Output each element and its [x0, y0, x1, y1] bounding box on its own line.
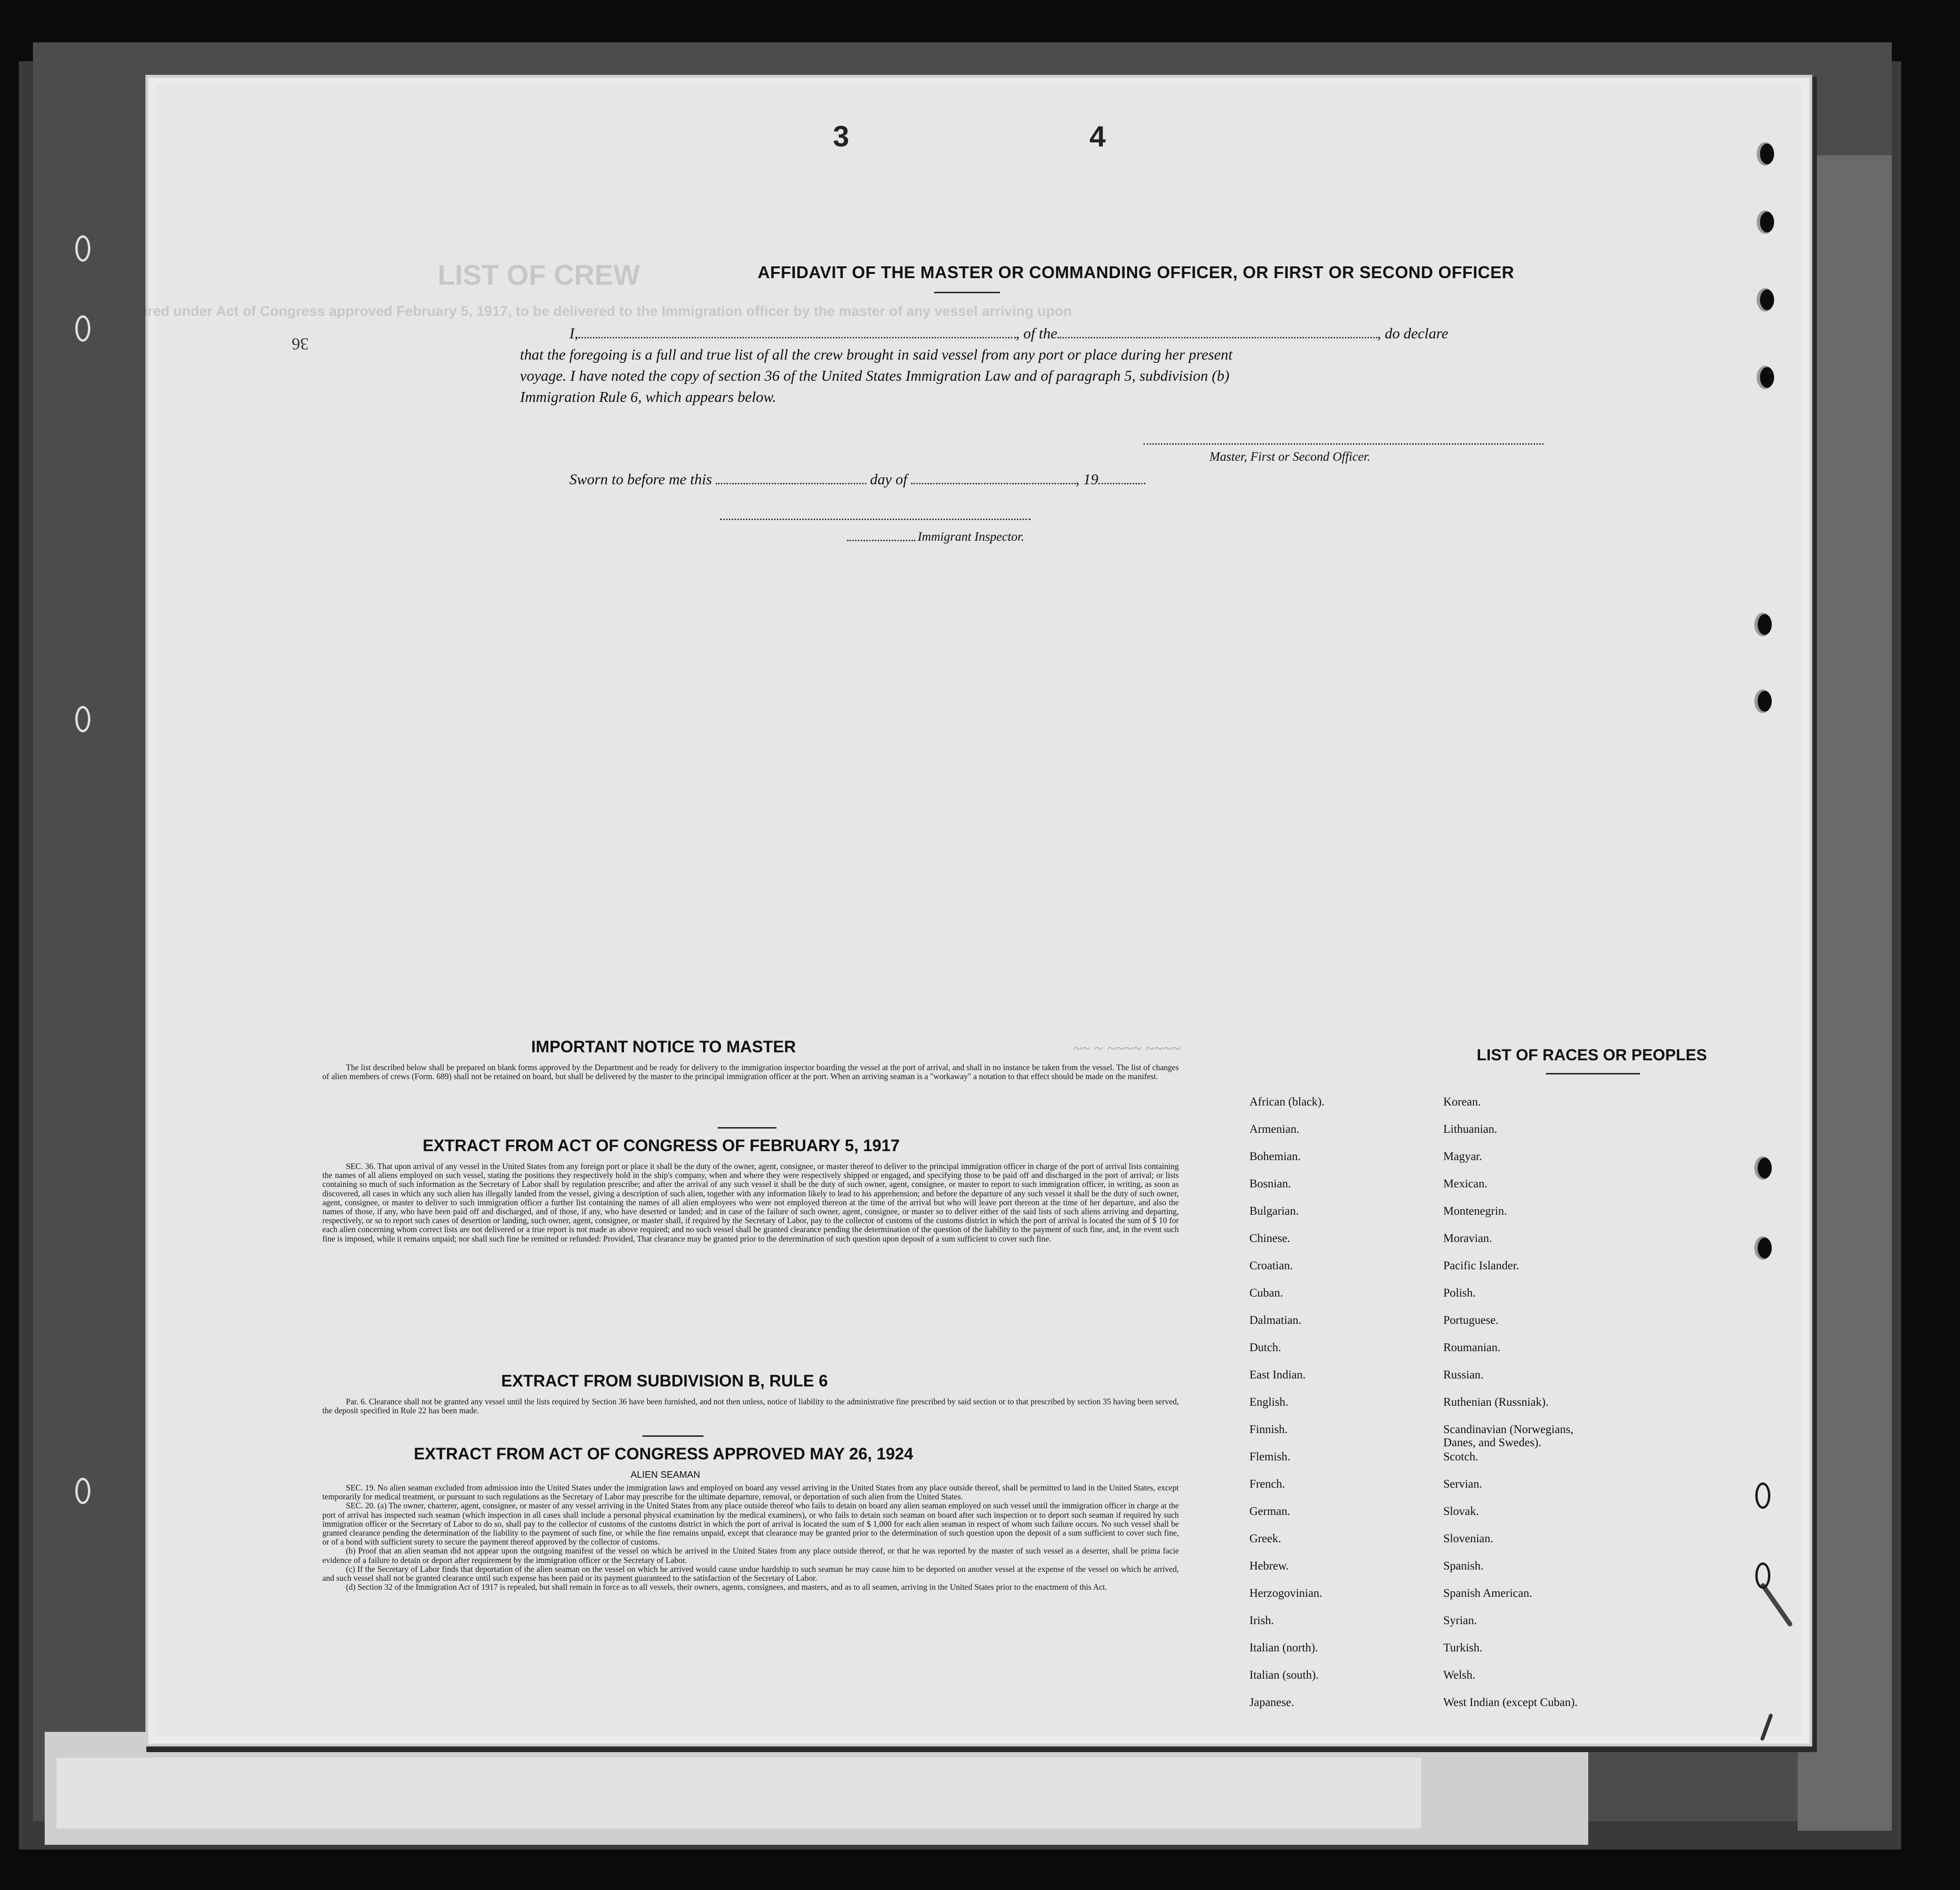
extract-rule6-paragraph: Par. 6. Clearance shall not be granted any vessel until the lists required by Section 36 have been furnished, and not then unless, notice of liability to the administrative fine prescribed by said section or to that prescribed by section 35 having been served, the deposit specified in Rule 22 has been made. — [322, 1397, 1179, 1416]
race-item: Moravian. — [1443, 1232, 1492, 1245]
margin-number: 36 — [292, 335, 309, 353]
affidavit-title: AFFIDAVIT OF THE MASTER OR COMMANDING OFFICER, OR FIRST OR SECOND OFFICER — [758, 263, 1514, 282]
extract-1917-text — [322, 1162, 1179, 1243]
affidavit-of-the: , of the — [1016, 325, 1057, 342]
race-item: Mexican. — [1443, 1177, 1488, 1190]
affidavit-line-3: voyage. I have noted the copy of section 36 of the United States Immigration Law and of paragraph 5, subdivision (b) — [520, 367, 1230, 384]
race-item: French. — [1249, 1478, 1285, 1490]
race-item: Croatian. — [1249, 1259, 1293, 1272]
form-page — [108, 78, 1809, 1744]
races-title: LIST OF RACES OR PEOPLES — [1477, 1046, 1707, 1064]
extract-rule6-title: EXTRACT FROM SUBDIVISION B, RULE 6 — [501, 1372, 828, 1390]
notice-text — [322, 1063, 1179, 1081]
race-item: Greek. — [1249, 1532, 1281, 1545]
affidavit-line-4: Immigration Rule 6, which appears below. — [520, 388, 776, 405]
race-item: Slovak. — [1443, 1505, 1479, 1518]
extract-1924-subtitle: ALIEN SEAMAN — [631, 1470, 700, 1480]
sheet-mark: 4 — [1089, 120, 1106, 153]
punch-ring — [1755, 1482, 1770, 1509]
race-item: Magyar. — [1443, 1150, 1482, 1163]
name-blank — [578, 327, 1016, 338]
race-item: Dutch. — [1249, 1341, 1281, 1354]
punch-hole — [1760, 289, 1774, 310]
notice-paragraph: The list described below shall be prepared on blank forms approved by the Department and be ready for delivery to the immigration inspector boarding the vessel at the port of arrival, and shall in no instance be taken from the vessel. The list of changes of alien members of crews (Form. 689) shall not be retained on board, but shall be delivered by the master to the principal immigration officer at the port. When an arriving seaman is a "workaway" a notation to that effect should be made on the manifest. — [322, 1063, 1179, 1081]
race-item: African (black). — [1249, 1096, 1325, 1108]
race-item: Bosnian. — [1249, 1177, 1291, 1190]
section-rule — [718, 1127, 776, 1129]
extract-1924-paragraph: (b) Proof that an alien seaman did not appear upon the outgoing manifest of the vessel on which he arrived in the United States from any place outside thereof, or that he was reported by the master of such vessel as a deserter, shall be prima facie evidence of a failure to detain or deport after requirement by the immigration officer or the Secretary of Labor. — [322, 1546, 1179, 1565]
extract-1924-title: EXTRACT FROM ACT OF CONGRESS APPROVED MAY 26, 1924 — [414, 1445, 913, 1463]
master-signature-blank — [1144, 433, 1544, 445]
race-item: Japanese. — [1249, 1696, 1295, 1709]
race-item: Slovenian. — [1443, 1532, 1494, 1545]
extract-1917-title: EXTRACT FROM ACT OF CONGRESS OF FEBRUARY 5, 1917 — [423, 1137, 900, 1155]
race-item: Polish. — [1443, 1287, 1476, 1299]
race-item: Lithuanian. — [1443, 1123, 1497, 1136]
race-item: Pacific Islander. — [1443, 1259, 1520, 1272]
punch-hole — [1758, 1158, 1772, 1178]
race-item: Scotch. — [1443, 1450, 1479, 1463]
binding-ring — [75, 315, 90, 342]
race-item: Dalmatian. — [1249, 1314, 1302, 1327]
binding-ring — [75, 1478, 90, 1504]
punch-hole — [1760, 212, 1774, 232]
extract-1924-text — [322, 1483, 1179, 1592]
section-rule — [642, 1435, 704, 1437]
affidavit-i-prefix: I, — [569, 325, 578, 342]
inspector-lead-blank — [847, 529, 915, 541]
race-item: East Indian. — [1249, 1369, 1306, 1381]
extract-1924-paragraph: (d) Section 32 of the Immigration Act of 1917 is repealed, but shall remain in force as to all vessels, their owners, agents, consignees, and masters, and as to all seamen, arriving in the United States prior to the enactment of this Act. — [346, 1582, 1107, 1592]
race-item: Turkish. — [1443, 1642, 1483, 1654]
affidavit-declarant-line — [569, 325, 1448, 342]
punch-hole — [1760, 367, 1774, 388]
race-item: English. — [1249, 1396, 1288, 1409]
race-item: Cuban. — [1249, 1287, 1283, 1299]
race-item: Finnish. — [1249, 1423, 1288, 1436]
title-rule — [934, 292, 1000, 293]
extract-1924-paragraph: SEC. 20. (a) The owner, charterer, agent, consignee, or master of any vessel arriving in the United States from any place outside thereof who fails to detain on board any alien seaman employed on such vessel until the immigration officer in charge at the port of arrival has inspected such seaman (which inspection in all cases shall include a personal physical examination by the medical examiners), or who fails to detain such seaman on board after such inspection or to deport such seaman if required by such immigration officer or the Secretary of Labor to do so, shall pay to the collector of customs of the customs district in which the port of arrival is located the sum of $ 1,000 for each alien seaman in respect of whom such failure occurs. No such vessel shall be granted clearance pending the determination of the liability to the payment of such fine, or while the fine remains unpaid, except that clearance may be granted prior to the determination of such question upon the deposit of a sum sufficient to cover such fine, or of a bond with sufficient surety to secure the payment thereof approved by the collector of customs. — [322, 1501, 1179, 1547]
extract-rule6-text — [322, 1397, 1179, 1415]
pen-stroke — [1760, 1582, 1793, 1627]
race-item: Welsh. — [1443, 1669, 1476, 1682]
affidavit-do-declare: , do declare — [1377, 325, 1448, 342]
punch-hole — [1758, 614, 1772, 635]
month-blank — [911, 472, 1076, 484]
extract-1917-paragraph: SEC. 36. That upon arrival of any vessel in the United States from any foreign port or place it shall be the duty of the owner, agent, consignee, or master thereof to deliver to the principal immigration officer in charge of the port of arrival lists containing the names of all aliens employed on such vessel, stating the positions they respectively hold in the ship's company, when and where they were respectively shipped or engaged, and specifying those to be paid off and discharged in the port of arrival; or lists containing so much of such information as the Secretary of Labor shall by regulation prescribe; and after the arrival of any such vessel it shall be the duty of such owner, agent, consignee, or master to report to such immigration officer, in writing, as soon as discovered, all cases in which any such alien has illegally landed from the vessel, giving a description of such alien, together with any information likely to lead to his apprehension; and before the departure of any such vessel it shall be the duty of such owner, agent, consignee, or master to deliver to such immigration officer a further list containing the names of all alien employees who were not employed thereon at the time of the arrival but who will leave port thereon at the time of her departure, and also the names of those, if any, who have been paid off and discharged, and of those, if any, who have deserted or landed; and in case of the failure of such owner, agent, consignee, or master so to deliver either of the said lists of such aliens arriving and departing, respectively, or so to report such cases of desertion or landing, such owner, agent, consignee, or master shall, if required by the Secretary of Labor, pay to the collector of customs of the customs district in which the port of arrival is located the sum of $ 10 for each alien concerning whom correct lists are not delivered or a true report is not made as above required; and no such vessel shall be granted clearance pending the determination of the question of the liability to the payment of such fine, and, in the event such fine is imposed, while it remains unpaid; nor shall such fine be remitted or refunded: Provided, That clearance may be granted prior to the determination of such question upon deposit of a sum sufficient to cover such fine. — [322, 1161, 1179, 1243]
race-item: Spanish American. — [1443, 1587, 1532, 1600]
race-item: Bohemian. — [1249, 1150, 1301, 1163]
bleed-through-text: LIST OF CREW — [438, 259, 640, 291]
races-title-rule — [1546, 1073, 1640, 1074]
race-item: Hebrew. — [1249, 1560, 1289, 1572]
inspector-signature-blank — [720, 508, 1031, 520]
race-item: Portuguese. — [1443, 1314, 1499, 1327]
race-item: Italian (north). — [1249, 1642, 1318, 1654]
extract-1924-paragraph: (c) If the Secretary of Labor finds that deportation of the alien seaman on the vessel on which he arrived would cause undue hardship to such seaman he may cause him to be deported on another vessel at the expense of the vessel on which he arrived, and such vessel shall not be granted clearance until such expense has been paid or its payment guaranteed to the satisfaction of the Secretary of Labor. — [322, 1564, 1179, 1583]
race-item: Ruthenian (Russniak). — [1443, 1396, 1549, 1409]
inspector-signature-label: Immigrant Inspector. — [918, 529, 1024, 544]
punch-hole — [1760, 144, 1774, 164]
paper-stack-right-edge — [1798, 155, 1892, 1831]
race-item: Roumanian. — [1443, 1341, 1501, 1354]
races-right-column — [1443, 1096, 1577, 1723]
notice-title: IMPORTANT NOTICE TO MASTER — [531, 1038, 796, 1056]
punch-hole — [1758, 1238, 1772, 1258]
sheet-mark: 3 — [833, 120, 849, 153]
race-item: Italian (south). — [1249, 1669, 1319, 1682]
bleed-through-text: Required under Act of Congress approved February 5, 1917, to be delivered to the Immigration officer by the master of any vessel arriving upon — [108, 304, 1072, 319]
race-item: Irish. — [1249, 1614, 1274, 1627]
pen-stroke — [1760, 1713, 1773, 1741]
race-item: Russian. — [1443, 1369, 1484, 1381]
race-item: Spanish. — [1443, 1560, 1484, 1572]
race-item: Servian. — [1443, 1478, 1482, 1490]
form-page-surface — [108, 85, 1802, 1737]
races-left-column — [1249, 1096, 1325, 1723]
race-item: Scandinavian (Norwegians, Danes, and Swedes). — [1443, 1423, 1574, 1449]
race-item: Armenian. — [1249, 1123, 1300, 1136]
sworn-day-of: day of — [870, 471, 907, 488]
race-item: Herzogovinian. — [1249, 1587, 1322, 1600]
race-item: Montenegrin. — [1443, 1205, 1507, 1217]
faint-handwriting: ~~ ~ ~~~~ ~~~~ — [1073, 1040, 1180, 1057]
race-item: West Indian (except Cuban). — [1443, 1696, 1578, 1709]
affidavit-line-2: that the foregoing is a full and true list of all the crew brought in said vessel from any port or place during her present — [520, 346, 1232, 363]
sworn-year-prefix: , 19 — [1075, 471, 1098, 488]
paper-stack-bottom-edge-light — [56, 1758, 1421, 1828]
race-item: German. — [1249, 1505, 1290, 1518]
binding-ring — [75, 706, 90, 732]
master-signature-label: Master, First or Second Officer. — [1209, 449, 1370, 464]
race-item: Flemish. — [1249, 1450, 1290, 1463]
extract-1924-paragraph: SEC. 19. No alien seaman excluded from admission into the United States under the immigration laws and employed on board any vessel arriving in the United States from any place outside thereof, shall be permitted to land in the United States, except temporarily for medical treatment, or pursuant to such regulations as the Secretary of Labor may prescribe for the ultimate departure, removal, or deportation of such alien from the United States. — [322, 1483, 1179, 1502]
race-item: Syrian. — [1443, 1614, 1477, 1627]
day-blank — [716, 472, 866, 484]
race-item: Chinese. — [1249, 1232, 1290, 1245]
sworn-line — [569, 471, 1145, 488]
race-item: Bulgarian. — [1249, 1205, 1299, 1217]
year-blank — [1098, 472, 1145, 484]
race-item: Korean. — [1443, 1096, 1481, 1108]
vessel-blank — [1057, 327, 1377, 338]
punch-ring — [1755, 1562, 1770, 1589]
punch-hole — [1758, 691, 1772, 712]
binding-ring — [75, 235, 90, 262]
sworn-prefix: Sworn to before me this — [569, 471, 712, 488]
